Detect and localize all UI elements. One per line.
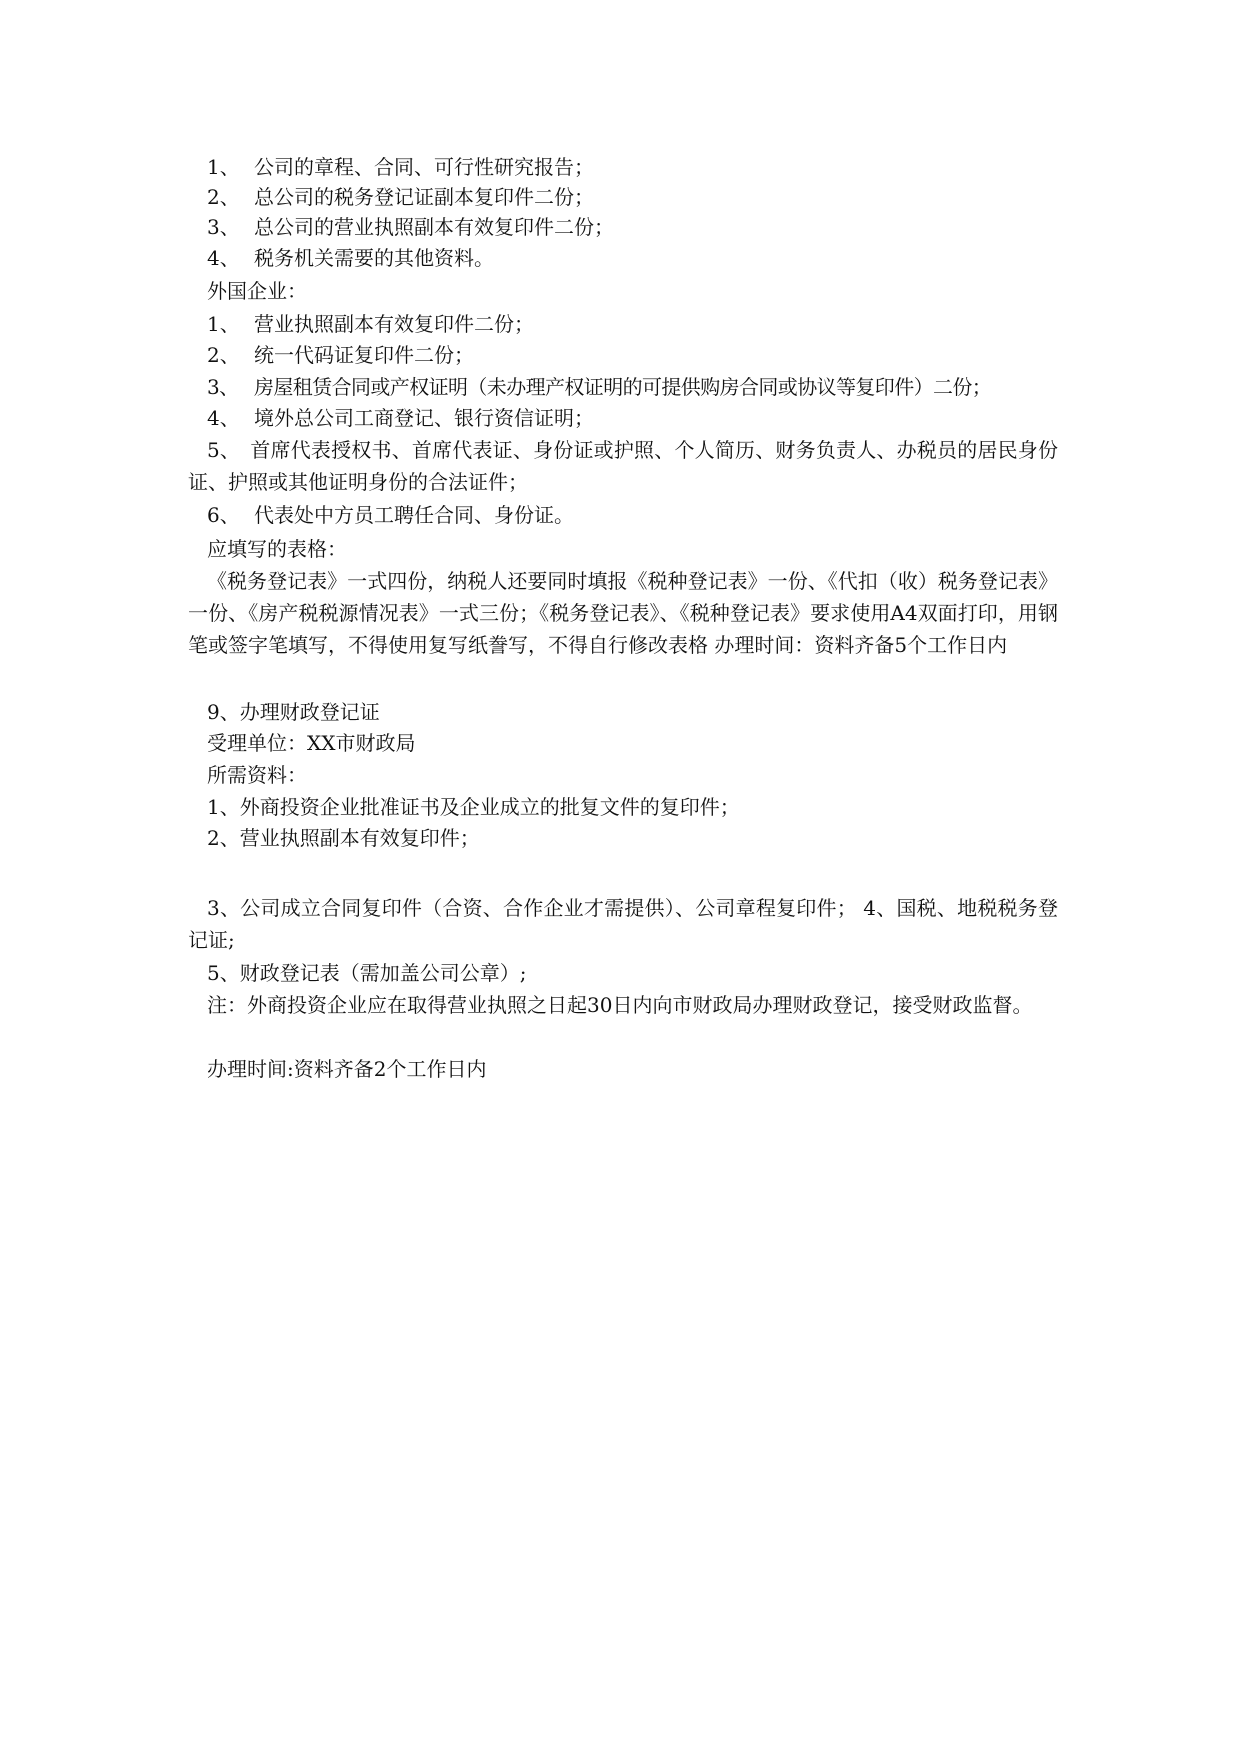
- list-number: 1、: [207, 155, 240, 179]
- section-9-item: 1、外商投资企业批准证书及企业成立的批复文件的复印件；: [207, 795, 740, 819]
- list-number: 2、: [207, 185, 240, 209]
- list-text: 总公司的营业执照副本有效复印件二份；: [254, 215, 614, 239]
- list-number: 2、: [207, 343, 240, 367]
- list-number: 3、: [207, 375, 239, 399]
- list2-item: [207, 403, 594, 433]
- processing-time: 办理时间:资料齐备2个工作日内: [207, 1057, 487, 1081]
- list-text: 境外总公司工商登记、银行资信证明；: [254, 406, 594, 430]
- list-text: 代表处中方员工聘任合同、身份证。: [254, 503, 574, 527]
- list-number: 6、: [207, 503, 240, 527]
- list2-item: [207, 309, 534, 339]
- forms-paragraph: 《税务登记表》一式四份，纳税人还要同时填报《税种登记表》一份、《代扣（收）税务登记表》一份、《房产税税源情况表》一式三份；《税务登记表》、《税种登记表》要求使用A4双面打印，用钢笔或签字笔填写，不得使用复写纸誊写，不得自行修改表格 办理时间：资料齐备5个工作日内: [188, 569, 1058, 657]
- list1-item: [207, 152, 594, 182]
- list2-item: [207, 372, 991, 402]
- foreign-enterprise-heading: 外国企业：: [207, 279, 307, 303]
- list2-item: [207, 340, 474, 370]
- list-text: 营业执照副本有效复印件二份；: [254, 312, 534, 336]
- list-number: 4、: [207, 406, 240, 430]
- list-number: 3、: [207, 215, 240, 239]
- section-9-agency: 受理单位：XX市财政局: [207, 731, 416, 755]
- note-paragraph: 注：外商投资企业应在取得营业执照之日起30日内向市财政局办理财政登记，接受财政监督。: [207, 993, 1033, 1017]
- list2-item-5-paragraph: 5、 首席代表授权书、首席代表证、身份证或护照、个人简历、财务负责人、办税员的居民身份证、护照或其他证明身份的合法证件；: [188, 438, 1058, 494]
- forms-heading: 应填写的表格：: [207, 537, 347, 561]
- list1-item: [207, 182, 594, 212]
- list1-item: [207, 212, 614, 242]
- section-9-item: 2、营业执照副本有效复印件；: [207, 826, 480, 850]
- section-9-item-3-4-paragraph: 3、公司成立合同复印件（合资、合作企业才需提供）、公司章程复印件； 4、国税、地税税务登记证;: [188, 896, 1058, 952]
- list-number: 4、: [207, 246, 240, 270]
- list-text: 公司的章程、合同、可行性研究报告；: [254, 155, 594, 179]
- list2-item: [207, 500, 574, 530]
- list-number: 1、: [207, 312, 240, 336]
- list1-item: [207, 243, 494, 273]
- list-text: 税务机关需要的其他资料。: [254, 246, 494, 270]
- list-text: 总公司的税务登记证副本复印件二份；: [254, 185, 594, 209]
- section-9-required-heading: 所需资料：: [207, 763, 307, 787]
- section-9-title: 9、办理财政登记证: [207, 700, 380, 724]
- list-text: 统一代码证复印件二份；: [254, 343, 474, 367]
- section-9-item: 5、财政登记表（需加盖公司公章）;: [207, 961, 527, 985]
- list-text: 房屋租赁合同或产权证明（未办理产权证明的可提供购房合同或协议等复印件）二份；: [254, 375, 992, 399]
